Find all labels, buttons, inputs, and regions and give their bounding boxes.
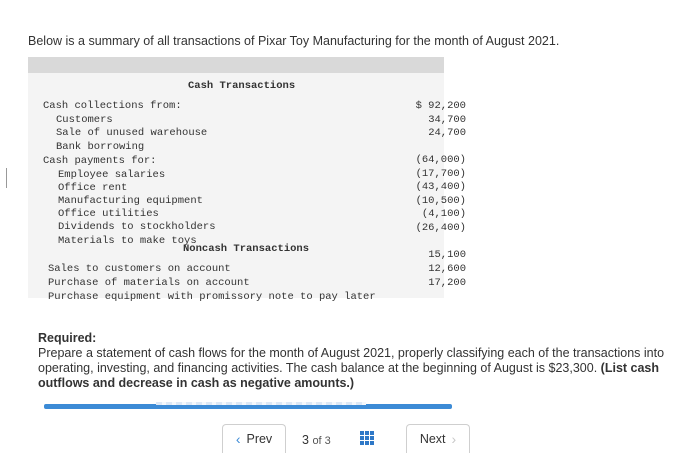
noncash-amount: 15,100 [428,249,466,261]
transactions-table [28,73,466,303]
chevron-left-icon: ‹ [235,431,241,447]
payment-amount: (10,500) [415,195,466,207]
amount-column [368,73,466,298]
progress-bar-overlay [156,402,366,405]
noncash-amount: 17,200 [428,277,466,289]
prev-label: Prev [246,432,273,446]
required-text: Prepare a statement of cash flows for the month of August 2021, properly classifying each of the transactions into operating, investing, and financing activities. The cash balance at the beginning of August is $23,300. [38,346,665,375]
payment-amount: (26,400) [415,222,466,234]
page-indicator [302,433,331,447]
collection-amount: 24,700 [428,127,466,139]
payment-label: Office utilities [58,208,159,220]
required-note: (List cash outflows and decrease in cash as negative amounts.) [38,361,660,390]
payment-label: Manufacturing equipment [58,195,203,207]
window-edge [0,168,7,188]
intro-text: Below is a summary of all transactions of Pixar Toy Manufacturing for the month of August 2021. [28,34,560,48]
noncash-amount: 12,600 [428,263,466,275]
collection-label: Customers [56,114,113,126]
payment-amount: (4,100) [421,208,466,220]
collection-label: Bank borrowing [56,141,145,153]
grid-icon[interactable] [360,431,374,445]
page-of: of 3 [312,435,331,447]
page-current: 3 [302,433,309,447]
collection-label: Sale of unused warehouse [56,127,208,139]
table-header-band [28,57,444,73]
noncash-transactions-title: Noncash Transactions [183,243,310,255]
noncash-label: Purchase equipment with promissory note to pay later [48,291,376,303]
progress-bar [44,404,452,409]
payment-label: Employee salaries [58,169,166,181]
prev-button[interactable] [222,424,286,453]
cash-payments-label: Cash payments for: [43,155,157,167]
payment-label: Office rent [58,182,128,194]
collection-amount: 34,700 [428,114,466,126]
cash-transactions-title: Cash Transactions [188,80,296,92]
collection-amount: $ 92,200 [415,100,466,112]
cash-collections-label: Cash collections from: [43,100,182,112]
chevron-right-icon: › [451,431,457,447]
payment-label: Dividends to stockholders [58,221,216,233]
payment-amount: (43,400) [415,181,466,193]
noncash-label: Purchase of materials on account [48,277,250,289]
required-title: Required: [38,331,97,345]
payment-label: Materials to make toys [58,235,197,247]
next-button[interactable] [406,424,470,453]
required-instructions [38,331,678,391]
payment-amount: (17,700) [415,168,466,180]
noncash-label: Sales to customers on account [48,263,231,275]
payment-amount: (64,000) [415,154,466,166]
next-label: Next [419,432,446,446]
